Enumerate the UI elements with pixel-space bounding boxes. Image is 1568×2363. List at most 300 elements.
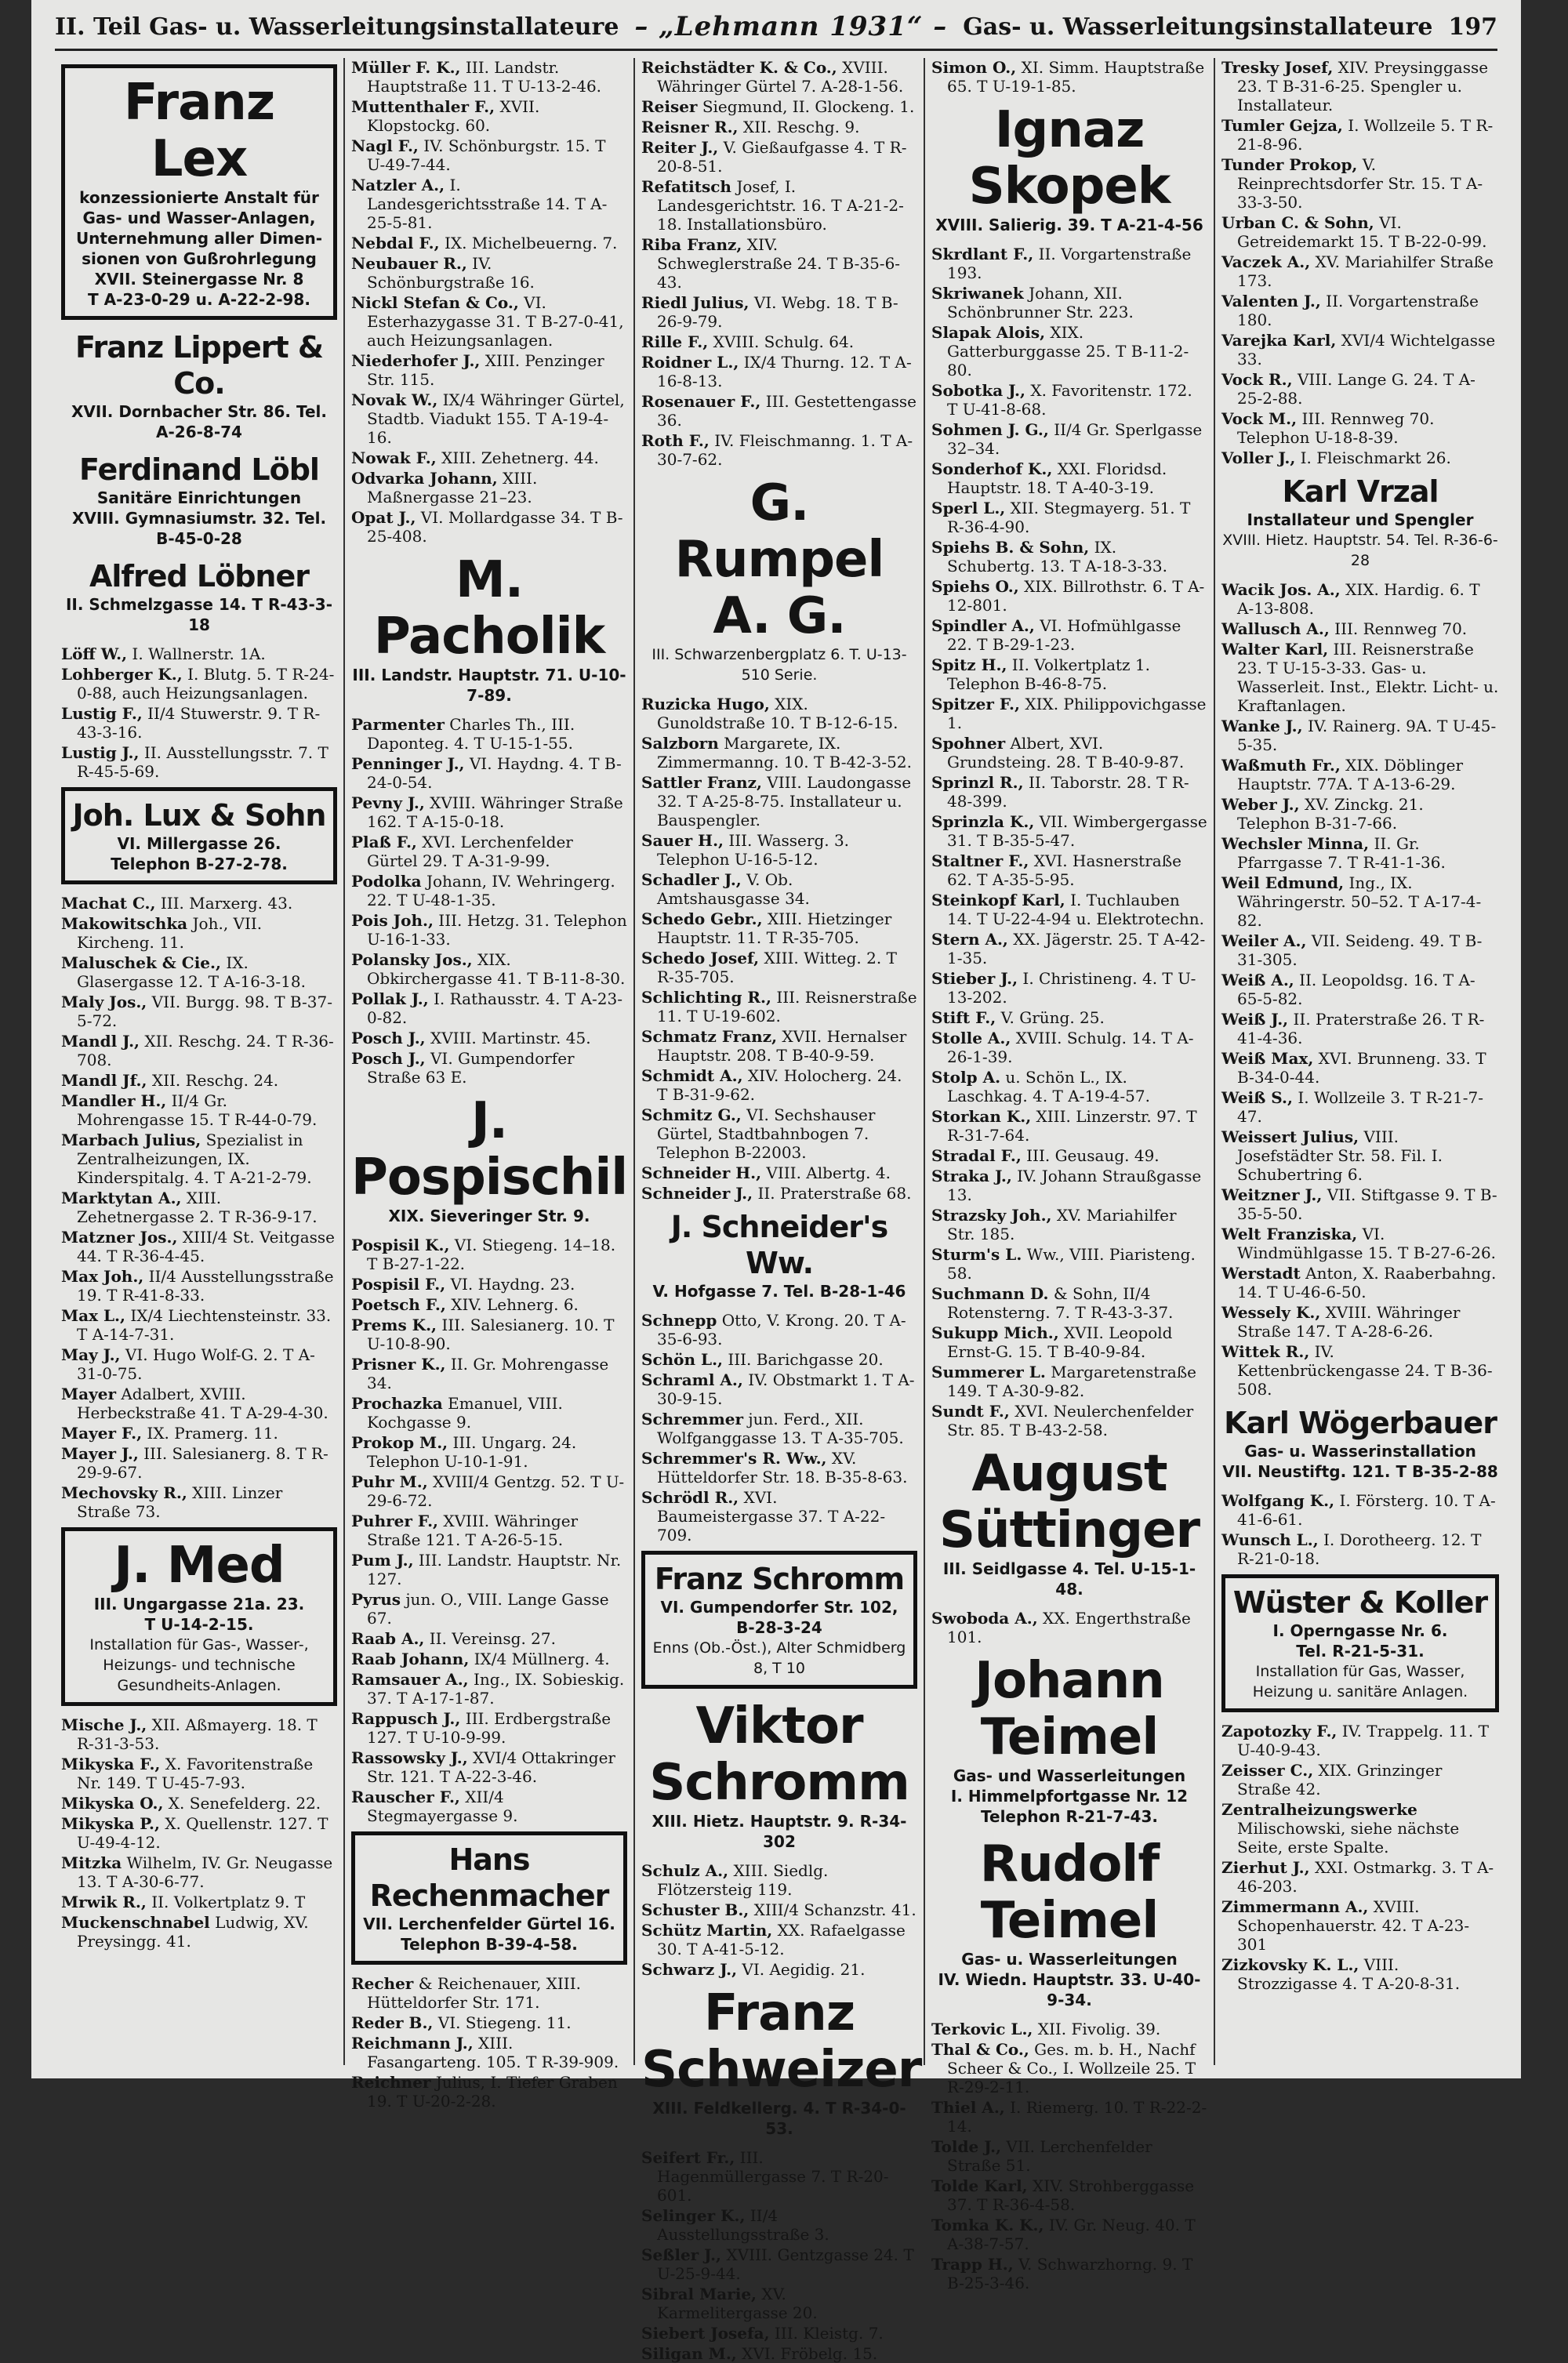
directory-entry [61, 1032, 337, 1069]
directory-entry [1221, 1342, 1499, 1399]
advertisement [931, 1653, 1207, 1827]
directory-entry [1221, 717, 1499, 754]
entry-address: II. Volkertplatz 9. T [151, 1893, 306, 1911]
entry-name: Wanke J., [1221, 717, 1303, 735]
directory-entry [1221, 448, 1499, 467]
directory-entry [1221, 155, 1499, 212]
entry-address: Josef, I. Landesgerichtstr. 16. T A-21-2-18. Installationsbüro. [657, 177, 904, 234]
entry-name: Polansky Jos., [351, 950, 473, 969]
entry-address: I. Försterg. 10. T A-41-6-61. [1237, 1491, 1496, 1529]
entry-name: Machat C., [61, 894, 156, 913]
directory-entry [1221, 58, 1499, 114]
entry-name: Stolp A. [931, 1068, 1001, 1087]
entry-address: u. Schön L., IX. Laschkag. 4. T A-19-4-57. [947, 1068, 1150, 1105]
entry-name: Spiehs O., [931, 577, 1019, 596]
entry-address: XVI/4 Ottakringer Str. 121. T A-22-3-46. [367, 1748, 615, 1786]
entry-address: Spezialist in Zentralheizungen, IX. Kinderspitalg. 4. T A-21-2-79. [77, 1131, 312, 1187]
entry-address: III. Reisnerstraße 11. T U-19-602. [657, 988, 917, 1025]
entry-address: Milischowski, siehe nächste Seite, erste Spalte. [1237, 1819, 1460, 1857]
entry-address: II. Taborstr. 28. T R-48-399. [947, 773, 1189, 811]
advertiser-name: Rudolf Teimel [979, 1835, 1160, 1950]
entry-address: XIX. Philippovichgasse 1. [947, 695, 1207, 732]
entry-name: Simon O., [931, 58, 1017, 77]
advertiser-name: Ignaz Skopek [968, 101, 1171, 216]
entry-name: Storkan K., [931, 1107, 1032, 1126]
entry-name: Schremmer's R. Ww., [641, 1449, 827, 1468]
entry-name: Terkovic L., [931, 2020, 1033, 2038]
advertisement-line: XVIII. Hietz. Hauptstr. 54. Tel. R-36-6-28 [1222, 532, 1498, 569]
directory-entry [351, 872, 627, 909]
entry-name: Schneider H., [641, 1163, 762, 1182]
advertisement [641, 1698, 917, 1852]
entry-address: VI. Hugo Wolf-G. 2. T A-31-0-75. [77, 1345, 315, 1383]
directory-entry [351, 950, 627, 988]
entry-name: Marbach Julius, [61, 1131, 201, 1149]
directory-entry [61, 1794, 337, 1813]
entry-address: I. Dorotheerg. 12. T R-21-0-18. [1237, 1530, 1482, 1568]
entry-name: Raab Johann, [351, 1650, 470, 1668]
entry-address: XI. Simm. Hauptstraße 65. T U-19-1-85. [947, 58, 1205, 96]
entry-name: Penninger J., [351, 754, 465, 773]
entry-name: Ruzicka Hugo, [641, 695, 770, 713]
directory-entry [61, 1345, 337, 1383]
directory-entry [351, 293, 627, 350]
entry-address: XVII. Leopold Ernst-G. 15. T B-40-9-84. [947, 1323, 1173, 1361]
entry-name: Parmenter [351, 715, 445, 734]
header-center: – „Lehmann 1931“ – [634, 11, 948, 42]
entry-name: Makowitschka [61, 914, 188, 933]
directory-entry [931, 245, 1207, 282]
entry-name: Poetsch F., [351, 1295, 446, 1314]
directory-entry [641, 2245, 917, 2283]
entry-name: Mrwik R., [61, 1893, 147, 1911]
entry-name: Skrdlant F., [931, 245, 1034, 263]
directory-entry [351, 1650, 627, 1668]
entry-name: Mandler H., [61, 1091, 167, 1110]
entry-address: XIII. Siedlg. Flötzersteig 119. [657, 1861, 829, 1899]
entry-address: XIII. Maßnergasse 21–23. [367, 469, 538, 506]
advertisement-line: sionen von Gußrohrlegung [82, 249, 317, 268]
advertisement-line: I. Operngasse Nr. 6. [1272, 1621, 1448, 1640]
entry-address: XV. Zinckg. 21. Telephon B-31-7-66. [1237, 795, 1424, 833]
advertisement-line: III. Ungargasse 21a. 23. [93, 1595, 305, 1613]
entry-name: Schadler J., [641, 870, 742, 889]
directory-entry [931, 2020, 1207, 2038]
directory-entry [641, 870, 917, 908]
directory-entry [641, 2206, 917, 2244]
entry-name: Mayer F., [61, 1424, 143, 1443]
advertisement [351, 1831, 627, 1965]
entry-address: Julius, I. Tiefer Graben 19. T U-20-2-28. [367, 2073, 618, 2111]
directory-entry [1221, 756, 1499, 793]
directory-entry [641, 2324, 917, 2343]
entry-address: VIII. Albertg. 4. [766, 1163, 891, 1182]
directory-entry [61, 1853, 337, 1891]
advertisement-line: Enns (Ob.-Öst.), Alter Schmidberg 8, T 10 [652, 1639, 906, 1677]
directory-entry [641, 332, 917, 351]
entry-name: Werstadt [1221, 1264, 1301, 1283]
directory-entry [351, 715, 627, 753]
entry-address: XIII. Penzinger Str. 115. [367, 351, 604, 389]
entry-address: XII. Reschg. 24. [151, 1071, 279, 1090]
entry-address: V. Reinprechtsdorfer Str. 15. T A-33-3-50. [1237, 155, 1483, 212]
entry-name: Zapotozky F., [1221, 1722, 1338, 1740]
entry-name: Novak W., [351, 390, 438, 409]
advertiser-name: Franz Schweizer [641, 1984, 922, 2099]
directory-entry [931, 58, 1207, 96]
advertiser-name: Franz Schromm [654, 1562, 905, 1596]
entry-address: VI. Getreidemarkt 15. T B-22-0-99. [1237, 213, 1487, 251]
entry-name: Sohmen J. G., [931, 420, 1049, 439]
entry-name: Weiß A., [1221, 971, 1294, 989]
directory-entry [61, 894, 337, 913]
entry-address: VI. Hofmühlgasse 22. T B-29-1-23. [947, 616, 1181, 654]
entry-name: Mayer [61, 1385, 116, 1403]
advertiser-name: J. Schneider's Ww. [670, 1210, 888, 1280]
directory-entry [641, 1105, 917, 1162]
directory-entry [931, 812, 1207, 850]
directory-entry [931, 2040, 1207, 2096]
directory-entry [931, 499, 1207, 536]
entry-name: Weber J., [1221, 795, 1300, 814]
directory-entry [61, 1483, 337, 1521]
directory-entry [351, 2073, 627, 2111]
directory-entry [641, 235, 917, 292]
directory-entry [641, 1370, 917, 1408]
entry-address: XVIII. Währinger Straße 147. T A-28-6-26. [1237, 1303, 1461, 1341]
entry-name: Vock M., [1221, 409, 1298, 428]
advertisement-line: T A-23-0-29 u. A-22-2-98. [88, 290, 310, 309]
entry-name: Sonderhof K., [931, 459, 1053, 478]
advertisement-line: Installateur und Spengler [1247, 510, 1474, 529]
entry-name: Riba Franz, [641, 235, 742, 254]
entry-address: VIII. Lange G. 24. T A-25-2-88. [1237, 370, 1475, 408]
advertisement [61, 64, 337, 320]
entry-address: XVI. Baumeistergasse 37. T A-22-709. [657, 1488, 886, 1544]
running-head [55, 5, 1497, 51]
entry-name: Sprinzl R., [931, 773, 1024, 792]
advertiser-name: Franz Lex [123, 74, 275, 188]
directory-entry [1221, 1049, 1499, 1087]
entry-name: Posch J., [351, 1049, 426, 1068]
directory-entry [61, 1189, 337, 1226]
entry-name: Opat J., [351, 508, 416, 527]
entry-address: IV. Fleischmanng. 1. T A-30-7-62. [657, 431, 913, 469]
entry-address: III. Rennweg 70. [1334, 619, 1468, 638]
advertisement-line: Telephon R-21-7-43. [981, 1807, 1158, 1826]
directory-entry [641, 1488, 917, 1544]
entry-name: Tumler Gejza, [1221, 116, 1343, 135]
advertisement-line: Installation für Gas-, Wasser-, Heizungs- und technische Gesundheits-Anlagen. [89, 1636, 309, 1694]
entry-name: Weissert Julius, [1221, 1127, 1359, 1146]
directory-entry [61, 1814, 337, 1852]
entry-address: XXI. Ostmarkg. 3. T A-46-203. [1237, 1858, 1494, 1896]
advertisement [351, 552, 627, 706]
entry-address: XIII. Zehetnerg. 44. [441, 448, 599, 467]
entry-address: XIX. Gunoldstraße 10. T B-12-6-15. [657, 695, 898, 732]
directory-entry [351, 1236, 627, 1273]
advertisement-line: VII. Neustiftg. 121. T B-35-2-88 [1222, 1462, 1498, 1481]
directory-entry [351, 1029, 627, 1047]
directory-entry [641, 431, 917, 469]
entry-address: III. Landstr. Hauptstr. Nr. 127. [367, 1551, 622, 1588]
entry-name: Rille F., [641, 332, 709, 351]
directory-entry [351, 1512, 627, 1549]
directory-entry [351, 1049, 627, 1087]
advertisement [61, 787, 337, 884]
entry-address: XIV. Holocherg. 24. T B-31-9-62. [657, 1066, 902, 1104]
entry-name: Mayer J., [61, 1444, 139, 1463]
entry-address: VI. Stiegeng. 14–18. T B-27-1-22. [367, 1236, 616, 1273]
directory-entry [351, 351, 627, 389]
directory-entry [1221, 1185, 1499, 1223]
entry-address: VIII. Josefstädter Str. 58. Fil. I. Schubertring 6. [1237, 1127, 1443, 1184]
entry-name: Rosenauer F., [641, 392, 761, 411]
advertiser-name: Alfred Löbner [89, 559, 309, 593]
entry-name: Niederhofer J., [351, 351, 481, 370]
directory-entry [1221, 1303, 1499, 1341]
directory-entry [1221, 873, 1499, 930]
entry-address: XVIII. Währinger Gürtel 7. A-28-1-56. [657, 58, 904, 96]
entry-name: Wacik Jos. A., [1221, 580, 1341, 599]
entry-name: Reder B., [351, 2013, 434, 2032]
entry-name: Raab A., [351, 1629, 425, 1648]
directory-entry [351, 911, 627, 949]
entry-name: Spohner [931, 734, 1006, 753]
advertisement-line: Gas- und Wasser-Anlagen, [82, 209, 316, 227]
directory-entry [1221, 370, 1499, 408]
entry-address: XVI. Lerchenfelder Gürtel 29. T A-31-9-99. [367, 833, 573, 870]
entry-name: Schedo Gebr., [641, 909, 763, 928]
entry-name: Tomka K. K., [931, 2216, 1044, 2234]
entry-address: IX. Glasergasse 12. T A-16-3-18. [77, 953, 306, 991]
entry-address: XVII. Hernalser Hauptstr. 208. T B-40-9-59. [657, 1027, 907, 1065]
directory-entry [61, 1715, 337, 1753]
entry-address: XIII. Hietzinger Hauptstr. 11. T R-35-705. [657, 909, 892, 947]
directory-entry [1221, 834, 1499, 872]
advertisement-line: konzessionierte Anstalt für [79, 188, 319, 207]
directory-entry [641, 1311, 917, 1348]
entry-address: VII. Wimbergergasse 31. T B-35-5-47. [947, 812, 1207, 850]
entry-name: Schedo Josef, [641, 949, 760, 967]
entry-address: II/4 Ausstellungsstraße 3. [657, 2206, 829, 2244]
directory-entry [351, 793, 627, 831]
entry-address: IX/4 Müllnerg. 4. [474, 1650, 610, 1668]
entry-address: II. Vorgartenstraße 180. [1237, 292, 1479, 329]
entry-name: Mandl Jf., [61, 1071, 147, 1090]
directory-entry [61, 1913, 337, 1951]
entry-address: III. Wasserg. 3. Telephon U-16-5-12. [657, 831, 850, 869]
entry-name: Spindler A., [931, 616, 1035, 635]
advertisement [641, 1551, 917, 1689]
directory-entry [61, 914, 337, 952]
entry-address: XVIII. Währinger Straße 162. T A-15-0-18. [367, 793, 623, 831]
entry-address: X. Senefelderg. 22. [168, 1794, 321, 1813]
entry-address: VIII. Laudongasse 32. T A-25-8-75. Installateur u. Bauspengler. [657, 773, 912, 829]
entry-name: Sattler Franz, [641, 773, 762, 792]
advertisement-line: IV. Wiedn. Hauptstr. 33. U-40-9-34. [938, 1970, 1201, 2009]
advertisement-line: III. Seidlgasse 4. Tel. U-15-1-48. [942, 1559, 1196, 1599]
entry-address: XIX. Gatterburggasse 25. T B-11-2-80. [947, 323, 1189, 379]
entry-address: III. Kleistg. 7. [774, 2324, 884, 2343]
advertisement-line: I. Himmelpfortgasse Nr. 12 [950, 1787, 1189, 1806]
entry-address: II. Ausstellungsstr. 7. T R-45-5-69. [77, 743, 328, 781]
entry-address: V. Schwarzhorng. 9. T B-25-3-46. [947, 2255, 1193, 2292]
entry-name: Spitzer F., [931, 695, 1020, 713]
entry-address: II/4 Stuwerstr. 9. T R-43-3-16. [77, 704, 321, 742]
entry-address: XVI. Neulerchenfelder Str. 85. T B-43-2-58. [947, 1402, 1194, 1439]
advertisement [1221, 474, 1499, 571]
entry-name: Wunsch L., [1221, 1530, 1319, 1549]
entry-address: XIX. Hardig. 6. T A-13-808. [1237, 580, 1480, 618]
entry-name: Mikyska F., [61, 1755, 161, 1773]
entry-name: Rassowsky J., [351, 1748, 468, 1767]
advertisement [1221, 1574, 1499, 1712]
entry-address: IV. Rainerg. 9A. T U-45-5-35. [1237, 717, 1497, 754]
entry-name: Seifert Fr., [641, 2148, 735, 2167]
directory-entry [931, 1167, 1207, 1204]
entry-name: Salzborn [641, 734, 719, 753]
entry-address: Ing., IX. Sobieskig. 37. T A-17-1-87. [367, 1670, 625, 1708]
entry-name: Schön L., [641, 1350, 723, 1369]
entry-address: Margaretenstraße 149. T A-30-9-82. [947, 1363, 1197, 1400]
advertiser-name: Franz Lippert & Co. [75, 330, 323, 401]
entry-name: Sibral Marie, [641, 2285, 757, 2303]
entry-address: V. Ob. Amtshausgasse 34. [657, 870, 810, 908]
entry-address: XIII. Linzerstr. 97. T R-31-7-64. [947, 1107, 1197, 1145]
entry-name: Skriwanek [931, 284, 1024, 303]
entry-name: Siligan M., [641, 2344, 737, 2363]
column-5 [1215, 58, 1505, 2065]
directory-columns [55, 58, 1505, 2363]
entry-name: Pospisil K., [351, 1236, 450, 1254]
entry-name: Odvarka Johann, [351, 469, 498, 488]
directory-entry [641, 118, 917, 136]
directory-entry [931, 2255, 1207, 2292]
entry-address: XIII. Zehetnergasse 2. T R-36-9-17. [77, 1189, 318, 1226]
entry-name: Lustig F., [61, 704, 143, 723]
entry-name: Tresky Josef, [1221, 58, 1334, 77]
directory-entry [61, 1755, 337, 1792]
directory-entry [641, 2285, 917, 2322]
entry-name: Weiß Max, [1221, 1049, 1314, 1068]
directory-entry [61, 665, 337, 702]
directory-entry [351, 754, 627, 792]
entry-name: Posch J., [351, 1029, 426, 1047]
entry-address: IX. Pramerg. 11. [147, 1424, 278, 1443]
entry-address: III. Erdbergstraße 127. T U-10-9-99. [367, 1709, 612, 1747]
entry-name: Riedl Julius, [641, 293, 750, 312]
advertisement-line: XVII. Dornbacher Str. 86. Tel. A-26-8-74 [71, 402, 327, 441]
directory-entry [931, 323, 1207, 379]
directory-entry [1221, 1761, 1499, 1799]
entry-address: XV. Hütteldorfer Str. 18. B-35-8-63. [657, 1449, 908, 1486]
column-3 [635, 58, 925, 2363]
entry-name: Spitz H., [931, 655, 1007, 674]
entry-address: I. Wollzeile 5. T R-21-8-96. [1237, 116, 1494, 154]
directory-entry [931, 459, 1207, 497]
directory-entry [61, 644, 337, 663]
directory-entry [351, 448, 627, 467]
directory-entry [931, 773, 1207, 811]
entry-name: Lohberger K., [61, 665, 183, 684]
entry-name: Plaß F., [351, 833, 417, 851]
header-right: Gas- u. Wasserleitungsinstallateure [963, 13, 1433, 41]
entry-address: IV. Schönburgstraße 16. [367, 254, 535, 292]
entry-address: IX/4 Währinger Gürtel, Stadtb. Viadukt 155. T A-19-4-16. [367, 390, 625, 447]
directory-entry [931, 930, 1207, 967]
directory-entry [351, 833, 627, 870]
directory-entry [641, 2148, 917, 2205]
directory-entry [1221, 1955, 1499, 1993]
directory-entry [1221, 1264, 1499, 1301]
entry-name: Thal & Co., [931, 2040, 1029, 2059]
advertisement-line: Unternehmung aller Dimen- [75, 229, 323, 248]
entry-address: Wilhelm, IV. Gr. Neugasse 13. T A-30-6-77. [77, 1853, 333, 1891]
entry-address: IX. Schubertg. 13. T A-18-3-33. [947, 538, 1167, 575]
entry-address: XIX. Billrothstr. 6. T A-12-801. [947, 577, 1205, 615]
entry-name: Muttenthaler F., [351, 97, 495, 116]
advertiser-name: Johann Teimel [975, 1652, 1164, 1766]
entry-name: Voller J., [1221, 448, 1296, 467]
entry-name: Max L., [61, 1306, 125, 1325]
entry-address: IX/4 Thurng. 12. T A-16-8-13. [657, 353, 912, 390]
entry-address: I. Tuchlauben 14. T U-22-4-94 u. Elektrotechn. [947, 891, 1204, 928]
directory-entry [641, 177, 917, 234]
entry-address: Siegmund, II. Glockeng. 1. [702, 97, 915, 116]
advertisement-line: Tel. R-21-5-31. [1296, 1642, 1425, 1661]
entry-address: XIX. Döblinger Hauptstr. 77A. T A-13-6-29. [1237, 756, 1463, 793]
directory-entry [351, 1433, 627, 1471]
entry-name: Waßmuth Fr., [1221, 756, 1341, 775]
entry-name: Wessely K., [1221, 1303, 1321, 1322]
directory-entry [351, 1295, 627, 1314]
directory-entry [641, 949, 917, 986]
entry-name: Stradal F., [931, 1146, 1022, 1165]
entry-address: III. Marxerg. 43. [160, 894, 293, 913]
entry-address: III. Landstr. Hauptstraße 11. T U-13-2-46. [367, 58, 602, 96]
entry-address: XX. Engerthstraße 101. [947, 1609, 1191, 1646]
directory-entry [931, 577, 1207, 615]
entry-name: Weiß J., [1221, 1010, 1289, 1029]
entry-address: II. Praterstraße 68. [757, 1184, 912, 1203]
entry-address: XVIII. Martinstr. 45. [430, 1029, 591, 1047]
entry-name: Schmatz Franz, [641, 1027, 778, 1046]
entry-name: Sukupp Mich., [931, 1323, 1059, 1342]
entry-name: Mitzka [61, 1853, 122, 1872]
directory-entry [351, 234, 627, 252]
entry-name: Müller F. K., [351, 58, 461, 77]
entry-address: XIX. Grinzinger Straße 42. [1237, 1761, 1443, 1799]
advertisement [61, 452, 337, 549]
advertisement-line: Gas- u. Wasserinstallation [1244, 1442, 1476, 1461]
entry-address: V. Gießaufgasse 4. T R-20-8-51. [657, 138, 907, 176]
entry-name: Nowak F., [351, 448, 437, 467]
entry-address: IV. Johann Straußgasse 13. [947, 1167, 1202, 1204]
directory-entry [1221, 292, 1499, 329]
directory-entry [641, 2344, 917, 2363]
directory-entry [61, 1267, 337, 1305]
entry-name: Roth F., [641, 431, 710, 450]
entry-address: II. Gr. Pfarrgasse 7. T R-41-1-36. [1237, 834, 1446, 872]
directory-entry [351, 2013, 627, 2032]
entry-name: Reiser [641, 97, 698, 116]
directory-entry [351, 1394, 627, 1432]
directory-entry [931, 284, 1207, 321]
entry-name: Welt Franziska, [1221, 1225, 1358, 1243]
directory-entry [931, 1107, 1207, 1145]
entry-address: III. Salesianerg. 10. T U-10-8-90. [367, 1316, 615, 1353]
